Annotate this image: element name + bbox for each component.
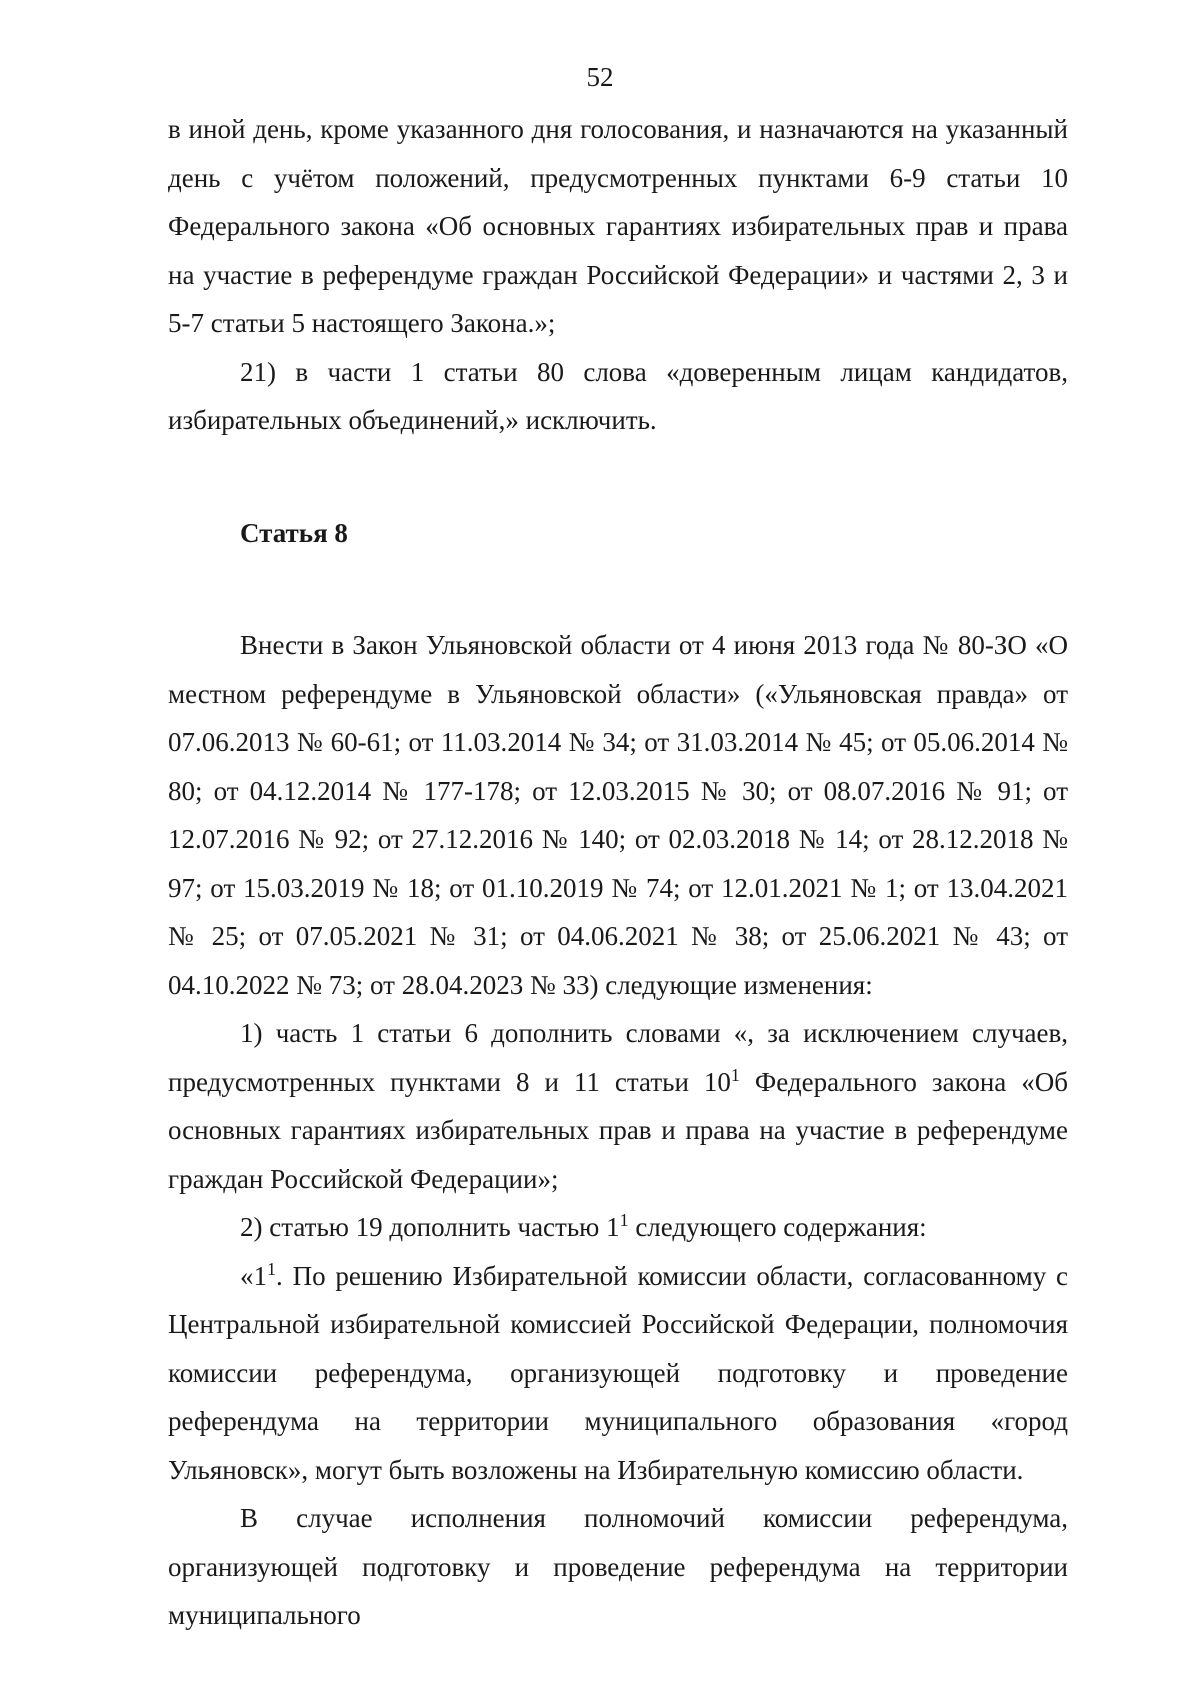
item-1-text-before: 1) часть 1 статьи 6 дополнить словами «, за исключением случаев, предусмотренных пунктами 8 и 11 статьи 10 (168, 1018, 1068, 1097)
item-1-text-after: Федерального закона «Об основных гарантиях избирательных прав и права на участие в референдуме граждан Российской Федерации»; (168, 1066, 1068, 1194)
article-heading: Статья 8 (240, 517, 348, 548)
quote-text-before: «1 (240, 1260, 267, 1291)
last-paragraph: В случае исполнения полномочий комиссии референдума, организующей подготовку и проведение референдума на территории муниципального (168, 1503, 1068, 1630)
item-2-text-after: следующего содержания: (628, 1212, 927, 1242)
page-number: 52 (586, 62, 614, 92)
paragraph-item-21: 21) в части 1 статьи 80 слова «доверенным лицам кандидатов, избирательных объединений,» исключить. (168, 356, 1068, 435)
article-intro: Внести в Закон Ульяновской области от 4 июня 2013 года № 80-ЗО «О местном референдуме в Ульяновской области» («Ульяновская правда» от 07.06.2013 № 60-61; от 11.03.2014 № 34; от 31.03.2014 № 45; от 05.06.2014 № 80; от 04.12.2014 № 177-178; от 12.03.2015 № 30; от 08.07.2016 № 91; от 12.07.2016 № 92; от 27.12.2016 № 140; от 02.03.2018 № 14; от 28.12.2018 № 97; от 15.03.2019 № 18; от 01.10.2019 № 74; от 12.01.2021 № 1; от 13.04.2021 № 25; от 07.05.2021 № 31; от 04.06.2021 № 38; от 25.06.2021 № 43; от 04.10.2022 № 73; от 28.04.2023 № 33) следующие изменения: (168, 630, 1068, 1000)
item-1-superscript: 1 (730, 1064, 740, 1085)
paragraph-continuation: в иной день, кроме указанного дня голосования, и назначаются на указанный день с учётом положений, предусмотренных пунктами 6-9 статьи 10 Федерального закона «Об основных гарантиях избирательных прав и права на участие в референдуме граждан Российской Федерации» и частями 2, 3 и 5-7 статьи 5 настоящего Закона.»; (168, 114, 1068, 338)
item-2-text-before: 2) статью 19 дополнить частью 1 (240, 1212, 620, 1242)
quote-superscript: 1 (267, 1258, 276, 1279)
article-item-1 (168, 1009, 1068, 1203)
quoted-part (168, 1252, 1068, 1495)
article-item-2 (168, 1203, 1068, 1252)
item-2-superscript: 1 (619, 1210, 629, 1230)
document-body (168, 105, 1068, 1640)
quote-text-after: . По решению Избирательной комиссии области, согласованному с Центральной избирательной комиссией Российской Федерации, полномочия комиссии референдума, организующей подготовку и проведение референдума на территории муниципального образования «город Ульяновск», могут быть возложены на Избирательную комиссию области. (168, 1260, 1068, 1485)
